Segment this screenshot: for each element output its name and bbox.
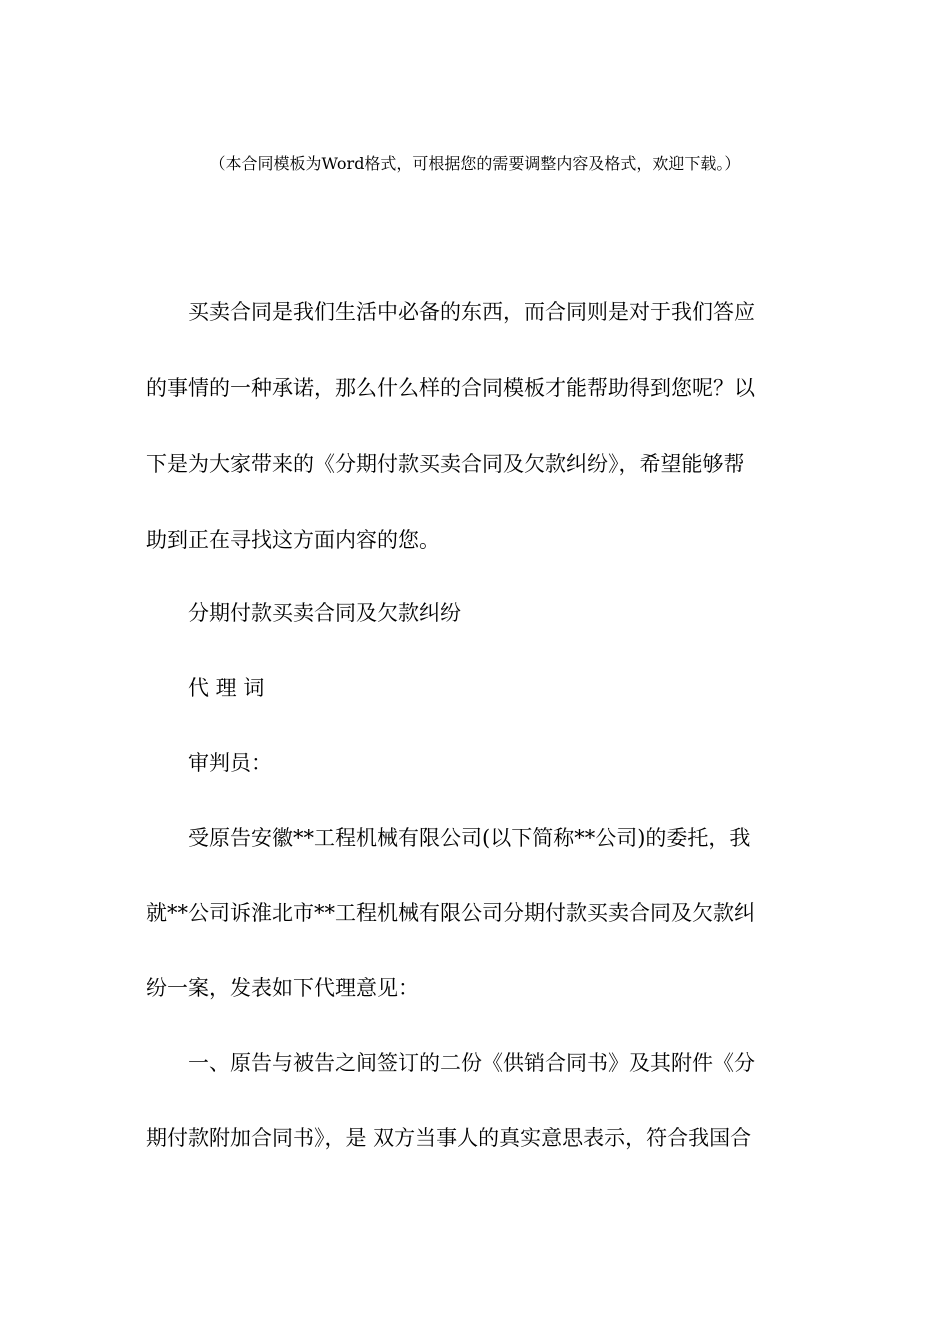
paragraph-line: 助到正在寻找这方面内容的您。 — [146, 528, 440, 552]
document-heading: 分期付款买卖合同及欠款纠纷 — [188, 601, 461, 625]
paragraph-line: 一、原告与被告之间签订的二份《供销合同书》及其附件《分 — [188, 1051, 755, 1075]
paragraph-line: 受原告安徽**工程机械有限公司(以下简称**公司)的委托，我 — [188, 826, 751, 850]
section-title: 代 理 词 — [188, 676, 265, 700]
paragraph-line: 的事情的一种承诺，那么什么样的合同模板才能帮助得到您呢？以 — [146, 376, 755, 400]
salutation: 审判员： — [188, 751, 272, 775]
paragraph-line: 就**公司诉淮北市**工程机械有限公司分期付款买卖合同及欠款纠 — [146, 901, 755, 925]
paragraph-line: 买卖合同是我们生活中必备的东西，而合同则是对于我们答应 — [188, 300, 755, 324]
paragraph-line: 期付款附加合同书》，是 双方当事人的真实意思表示，符合我国合 — [146, 1126, 752, 1150]
template-note: （本合同模板为Word格式，可根据您的需要调整内容及格式，欢迎下载。） — [209, 154, 741, 173]
paragraph-line: 下是为大家带来的《分期付款买卖合同及欠款纠纷》，希望能够帮 — [146, 452, 745, 476]
paragraph-line: 纷一案，发表如下代理意见： — [146, 976, 419, 1000]
